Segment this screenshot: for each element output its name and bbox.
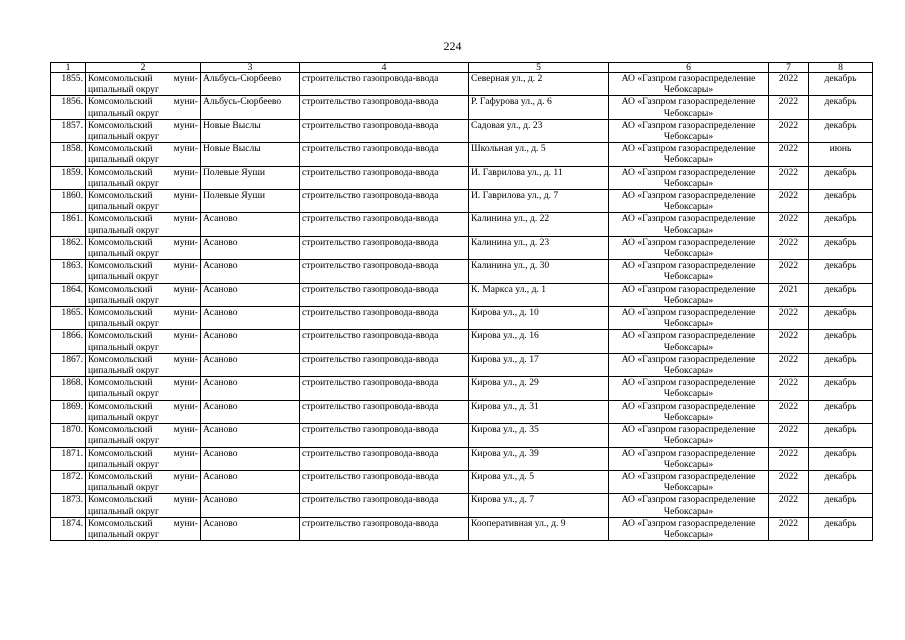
- district-line: Комсомольский муни-: [88, 447, 198, 459]
- work-type-cell: строительство газопровода-ввода: [300, 213, 469, 236]
- year-cell: 2022: [769, 190, 809, 213]
- organization-line: Чебоксары»: [663, 458, 714, 470]
- table-row: [51, 517, 873, 540]
- district-line: Комсомольский муни-: [88, 73, 198, 84]
- district-cell: [86, 166, 201, 189]
- header-row: [51, 63, 873, 73]
- table-row: [51, 353, 873, 376]
- organization-cell: [609, 166, 769, 189]
- column-header: 8: [809, 63, 873, 73]
- district-cell: [86, 73, 201, 96]
- organization-line: Чебоксары»: [663, 131, 714, 143]
- district-line: ципальный округ: [88, 458, 159, 470]
- district-cell: [86, 424, 201, 447]
- address-cell: Калинина ул., д. 23: [469, 236, 609, 259]
- address-cell: Кирова ул., д. 16: [469, 330, 609, 353]
- organization-cell: [609, 236, 769, 259]
- work-type-cell: строительство газопровода-ввода: [300, 96, 469, 119]
- work-type-cell: строительство газопровода-ввода: [300, 119, 469, 142]
- row-number: 1864.: [51, 283, 86, 306]
- table-row: [51, 213, 873, 236]
- address-cell: Кирова ул., д. 17: [469, 353, 609, 376]
- organization-line: АО «Газпром газораспределение: [621, 283, 756, 295]
- address-cell: Школьная ул., д. 5: [469, 143, 609, 166]
- table-row: [51, 470, 873, 493]
- row-number: 1863.: [51, 260, 86, 283]
- address-cell: К. Маркса ул., д. 1: [469, 283, 609, 306]
- district-cell: [86, 119, 201, 142]
- district-line: ципальный округ: [88, 341, 159, 353]
- work-type-cell: строительство газопровода-ввода: [300, 236, 469, 259]
- year-cell: 2022: [769, 307, 809, 330]
- locality-cell: Асаново: [201, 307, 300, 330]
- month-cell: декабрь: [809, 494, 873, 517]
- organization-line: Чебоксары»: [663, 388, 714, 400]
- district-line: Комсомольский муни-: [88, 377, 198, 389]
- work-type-cell: строительство газопровода-ввода: [300, 470, 469, 493]
- month-cell: декабрь: [809, 260, 873, 283]
- locality-cell: Асаново: [201, 353, 300, 376]
- row-number: 1868.: [51, 377, 86, 400]
- address-cell: И. Гаврилова ул., д. 7: [469, 190, 609, 213]
- month-cell: декабрь: [809, 213, 873, 236]
- district-cell: [86, 236, 201, 259]
- month-cell: декабрь: [809, 119, 873, 142]
- district-cell: [86, 283, 201, 306]
- year-cell: 2022: [769, 260, 809, 283]
- table-row: [51, 260, 873, 283]
- district-cell: [86, 213, 201, 236]
- address-cell: Садовая ул., д. 23: [469, 119, 609, 142]
- organization-line: АО «Газпром газораспределение: [621, 143, 756, 155]
- row-number: 1865.: [51, 307, 86, 330]
- month-cell: декабрь: [809, 73, 873, 96]
- year-cell: 2021: [769, 283, 809, 306]
- organization-line: Чебоксары»: [663, 435, 714, 447]
- table-row: [51, 400, 873, 423]
- work-type-cell: строительство газопровода-ввода: [300, 447, 469, 470]
- row-number: 1859.: [51, 166, 86, 189]
- month-cell: декабрь: [809, 283, 873, 306]
- table-row: [51, 447, 873, 470]
- year-cell: 2022: [769, 353, 809, 376]
- organization-line: АО «Газпром газораспределение: [621, 307, 756, 319]
- district-line: Комсомольский муни-: [88, 260, 198, 272]
- month-cell: декабрь: [809, 353, 873, 376]
- district-line: Комсомольский муни-: [88, 330, 198, 342]
- locality-cell: Полевые Яуши: [201, 190, 300, 213]
- organization-cell: [609, 517, 769, 540]
- organization-line: Чебоксары»: [663, 528, 714, 540]
- month-cell: декабрь: [809, 447, 873, 470]
- month-cell: декабрь: [809, 424, 873, 447]
- column-header: 7: [769, 63, 809, 73]
- locality-cell: Полевые Яуши: [201, 166, 300, 189]
- organization-cell: [609, 283, 769, 306]
- table-row: [51, 166, 873, 189]
- district-line: ципальный округ: [88, 154, 159, 166]
- work-type-cell: строительство газопровода-ввода: [300, 377, 469, 400]
- organization-line: Чебоксары»: [663, 294, 714, 306]
- organization-cell: [609, 470, 769, 493]
- year-cell: 2022: [769, 400, 809, 423]
- district-line: Комсомольский муни-: [88, 190, 198, 202]
- organization-line: Чебоксары»: [663, 177, 714, 189]
- address-cell: Калинина ул., д. 30: [469, 260, 609, 283]
- locality-cell: Асаново: [201, 470, 300, 493]
- row-number: 1855.: [51, 73, 86, 96]
- organization-cell: [609, 143, 769, 166]
- organization-line: АО «Газпром газораспределение: [621, 236, 756, 248]
- row-number: 1871.: [51, 447, 86, 470]
- organization-line: АО «Газпром газораспределение: [621, 260, 756, 272]
- locality-cell: Асаново: [201, 330, 300, 353]
- year-cell: 2022: [769, 424, 809, 447]
- district-line: ципальный округ: [88, 365, 159, 377]
- month-cell: декабрь: [809, 330, 873, 353]
- table-row: [51, 190, 873, 213]
- organization-cell: [609, 190, 769, 213]
- year-cell: 2022: [769, 517, 809, 540]
- month-cell: декабрь: [809, 96, 873, 119]
- address-cell: Кирова ул., д. 35: [469, 424, 609, 447]
- work-type-cell: строительство газопровода-ввода: [300, 400, 469, 423]
- table-row: [51, 377, 873, 400]
- page-number: 224: [443, 39, 462, 53]
- address-cell: Калинина ул., д. 22: [469, 213, 609, 236]
- district-line: Комсомольский муни-: [88, 143, 198, 155]
- organization-line: АО «Газпром газораспределение: [621, 494, 756, 506]
- locality-cell: Асаново: [201, 400, 300, 423]
- column-header: 4: [300, 63, 469, 73]
- district-cell: [86, 307, 201, 330]
- address-cell: Кирова ул., д. 39: [469, 447, 609, 470]
- table-row: [51, 330, 873, 353]
- organization-cell: [609, 330, 769, 353]
- district-line: Комсомольский муни-: [88, 307, 198, 319]
- district-line: ципальный округ: [88, 435, 159, 447]
- organization-line: АО «Газпром газораспределение: [621, 400, 756, 412]
- district-cell: [86, 353, 201, 376]
- locality-cell: Асаново: [201, 283, 300, 306]
- month-cell: декабрь: [809, 190, 873, 213]
- district-line: Комсомольский муни-: [88, 96, 198, 108]
- row-number: 1867.: [51, 353, 86, 376]
- organization-line: АО «Газпром газораспределение: [621, 119, 756, 131]
- organization-line: АО «Газпром газораспределение: [621, 96, 756, 108]
- organization-cell: [609, 377, 769, 400]
- work-type-cell: строительство газопровода-ввода: [300, 424, 469, 447]
- year-cell: 2022: [769, 470, 809, 493]
- year-cell: 2022: [769, 236, 809, 259]
- district-line: ципальный округ: [88, 84, 159, 96]
- district-cell: [86, 447, 201, 470]
- row-number: 1873.: [51, 494, 86, 517]
- organization-line: Чебоксары»: [663, 318, 714, 330]
- organization-line: АО «Газпром газораспределение: [621, 73, 756, 84]
- district-line: Комсомольский муни-: [88, 213, 198, 225]
- year-cell: 2022: [769, 330, 809, 353]
- organization-line: Чебоксары»: [663, 84, 714, 96]
- work-type-cell: строительство газопровода-ввода: [300, 166, 469, 189]
- district-line: ципальный округ: [88, 224, 159, 236]
- locality-cell: Асаново: [201, 447, 300, 470]
- district-line: ципальный округ: [88, 201, 159, 213]
- work-type-cell: строительство газопровода-ввода: [300, 307, 469, 330]
- district-cell: [86, 190, 201, 213]
- organization-cell: [609, 73, 769, 96]
- year-cell: 2022: [769, 377, 809, 400]
- column-header: 3: [201, 63, 300, 73]
- address-cell: Кооперативная ул., д. 9: [469, 517, 609, 540]
- organization-line: Чебоксары»: [663, 271, 714, 283]
- organization-line: Чебоксары»: [663, 224, 714, 236]
- district-line: Комсомольский муни-: [88, 400, 198, 412]
- organization-line: Чебоксары»: [663, 341, 714, 353]
- address-cell: И. Гаврилова ул., д. 11: [469, 166, 609, 189]
- organization-line: АО «Газпром газораспределение: [621, 517, 756, 529]
- district-cell: [86, 400, 201, 423]
- row-number: 1858.: [51, 143, 86, 166]
- month-cell: декабрь: [809, 166, 873, 189]
- table-row: [51, 307, 873, 330]
- table-row: [51, 143, 873, 166]
- year-cell: 2022: [769, 166, 809, 189]
- month-cell: июнь: [809, 143, 873, 166]
- work-type-cell: строительство газопровода-ввода: [300, 353, 469, 376]
- table-row: [51, 119, 873, 142]
- address-cell: Кирова ул., д. 29: [469, 377, 609, 400]
- organization-line: АО «Газпром газораспределение: [621, 377, 756, 389]
- work-type-cell: строительство газопровода-ввода: [300, 73, 469, 96]
- district-line: ципальный округ: [88, 177, 159, 189]
- organization-line: АО «Газпром газораспределение: [621, 424, 756, 436]
- district-line: ципальный округ: [88, 271, 159, 283]
- organization-line: Чебоксары»: [663, 107, 714, 119]
- district-line: ципальный округ: [88, 294, 159, 306]
- address-cell: Северная ул., д. 2: [469, 73, 609, 96]
- organization-line: Чебоксары»: [663, 201, 714, 213]
- month-cell: декабрь: [809, 236, 873, 259]
- district-line: ципальный округ: [88, 482, 159, 494]
- organization-line: Чебоксары»: [663, 248, 714, 260]
- district-line: ципальный округ: [88, 107, 159, 119]
- organization-cell: [609, 213, 769, 236]
- organization-cell: [609, 494, 769, 517]
- address-cell: Кирова ул., д. 5: [469, 470, 609, 493]
- organization-line: Чебоксары»: [663, 365, 714, 377]
- work-type-cell: строительство газопровода-ввода: [300, 283, 469, 306]
- organization-cell: [609, 447, 769, 470]
- district-cell: [86, 494, 201, 517]
- organization-line: АО «Газпром газораспределение: [621, 330, 756, 342]
- locality-cell: Асаново: [201, 213, 300, 236]
- district-line: ципальный округ: [88, 318, 159, 330]
- year-cell: 2022: [769, 143, 809, 166]
- table-row: [51, 283, 873, 306]
- work-type-cell: строительство газопровода-ввода: [300, 260, 469, 283]
- organization-line: Чебоксары»: [663, 411, 714, 423]
- row-number: 1860.: [51, 190, 86, 213]
- locality-cell: Новые Выслы: [201, 143, 300, 166]
- table-row: [51, 236, 873, 259]
- month-cell: декабрь: [809, 400, 873, 423]
- district-cell: [86, 96, 201, 119]
- month-cell: декабрь: [809, 517, 873, 540]
- organization-line: Чебоксары»: [663, 505, 714, 517]
- table-row: [51, 73, 873, 96]
- row-number: 1862.: [51, 236, 86, 259]
- year-cell: 2022: [769, 73, 809, 96]
- table-row: [51, 494, 873, 517]
- organization-line: АО «Газпром газораспределение: [621, 470, 756, 482]
- year-cell: 2022: [769, 96, 809, 119]
- district-cell: [86, 143, 201, 166]
- work-type-cell: строительство газопровода-ввода: [300, 494, 469, 517]
- district-cell: [86, 470, 201, 493]
- locality-cell: Асаново: [201, 517, 300, 540]
- locality-cell: Новые Выслы: [201, 119, 300, 142]
- organization-line: АО «Газпром газораспределение: [621, 213, 756, 225]
- organization-line: АО «Газпром газораспределение: [621, 190, 756, 202]
- year-cell: 2022: [769, 119, 809, 142]
- column-header: 5: [469, 63, 609, 73]
- table-row: [51, 424, 873, 447]
- organization-line: АО «Газпром газораспределение: [621, 166, 756, 178]
- locality-cell: Альбусь-Сюрбеево: [201, 96, 300, 119]
- district-line: Комсомольский муни-: [88, 517, 198, 529]
- year-cell: 2022: [769, 213, 809, 236]
- work-type-cell: строительство газопровода-ввода: [300, 517, 469, 540]
- address-cell: Р. Гафурова ул., д. 6: [469, 96, 609, 119]
- district-line: ципальный округ: [88, 388, 159, 400]
- row-number: 1856.: [51, 96, 86, 119]
- row-number: 1874.: [51, 517, 86, 540]
- address-cell: Кирова ул., д. 31: [469, 400, 609, 423]
- table-row: [51, 96, 873, 119]
- locality-cell: Альбусь-Сюрбеево: [201, 73, 300, 96]
- district-line: Комсомольский муни-: [88, 283, 198, 295]
- organization-cell: [609, 353, 769, 376]
- month-cell: декабрь: [809, 377, 873, 400]
- district-line: ципальный округ: [88, 131, 159, 143]
- district-cell: [86, 377, 201, 400]
- organization-line: АО «Газпром газораспределение: [621, 447, 756, 459]
- organization-line: Чебоксары»: [663, 482, 714, 494]
- organization-cell: [609, 307, 769, 330]
- district-line: Комсомольский муни-: [88, 494, 198, 506]
- locality-cell: Асаново: [201, 377, 300, 400]
- column-header: 1: [51, 63, 86, 73]
- district-line: ципальный округ: [88, 248, 159, 260]
- month-cell: декабрь: [809, 470, 873, 493]
- row-number: 1870.: [51, 424, 86, 447]
- column-header: 6: [609, 63, 769, 73]
- row-number: 1866.: [51, 330, 86, 353]
- row-number: 1872.: [51, 470, 86, 493]
- district-line: Комсомольский муни-: [88, 424, 198, 436]
- work-type-cell: строительство газопровода-ввода: [300, 190, 469, 213]
- organization-cell: [609, 119, 769, 142]
- year-cell: 2022: [769, 447, 809, 470]
- district-line: ципальный округ: [88, 528, 159, 540]
- gasification-table: [50, 62, 873, 541]
- row-number: 1869.: [51, 400, 86, 423]
- organization-cell: [609, 400, 769, 423]
- month-cell: декабрь: [809, 307, 873, 330]
- locality-cell: Асаново: [201, 494, 300, 517]
- column-header: 2: [86, 63, 201, 73]
- district-line: Комсомольский муни-: [88, 236, 198, 248]
- organization-cell: [609, 96, 769, 119]
- district-line: Комсомольский муни-: [88, 119, 198, 131]
- year-cell: 2022: [769, 494, 809, 517]
- district-line: Комсомольский муни-: [88, 470, 198, 482]
- work-type-cell: строительство газопровода-ввода: [300, 143, 469, 166]
- district-line: Комсомольский муни-: [88, 166, 198, 178]
- district-line: ципальный округ: [88, 505, 159, 517]
- organization-line: Чебоксары»: [663, 154, 714, 166]
- district-line: ципальный округ: [88, 411, 159, 423]
- locality-cell: Асаново: [201, 260, 300, 283]
- row-number: 1861.: [51, 213, 86, 236]
- district-cell: [86, 330, 201, 353]
- district-line: Комсомольский муни-: [88, 353, 198, 365]
- row-number: 1857.: [51, 119, 86, 142]
- district-cell: [86, 260, 201, 283]
- address-cell: Кирова ул., д. 7: [469, 494, 609, 517]
- locality-cell: Асаново: [201, 424, 300, 447]
- locality-cell: Асаново: [201, 236, 300, 259]
- work-type-cell: строительство газопровода-ввода: [300, 330, 469, 353]
- district-cell: [86, 517, 201, 540]
- organization-cell: [609, 424, 769, 447]
- address-cell: Кирова ул., д. 10: [469, 307, 609, 330]
- organization-cell: [609, 260, 769, 283]
- organization-line: АО «Газпром газораспределение: [621, 353, 756, 365]
